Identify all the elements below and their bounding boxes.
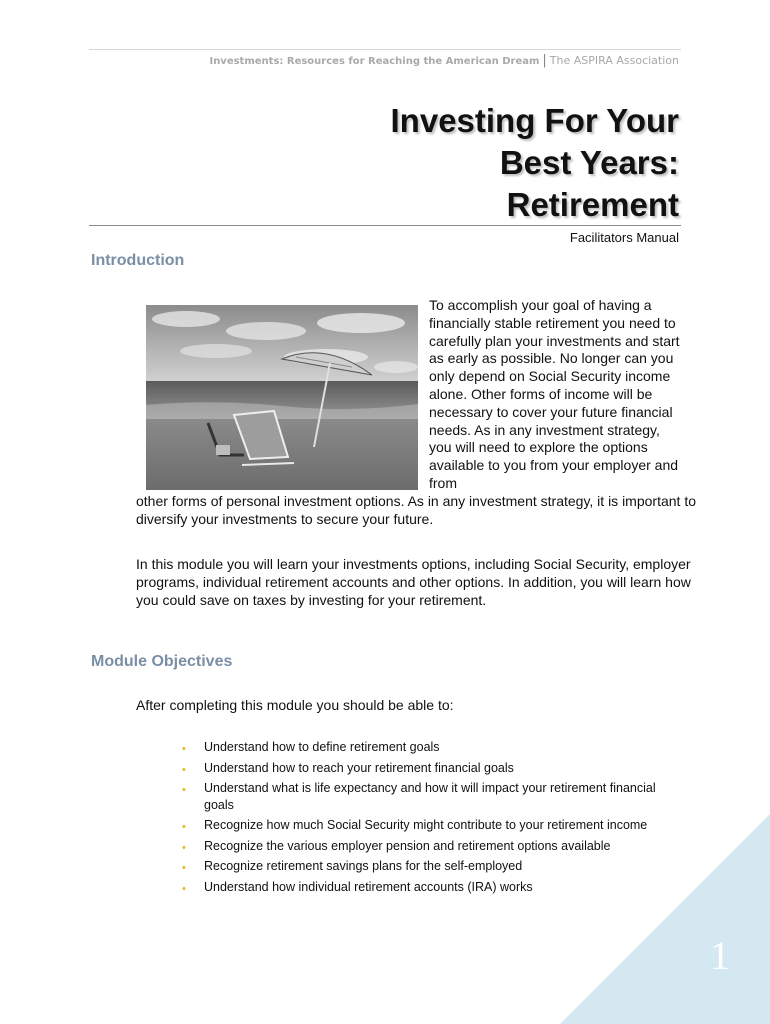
title-line-1: Investing For Your bbox=[390, 102, 679, 139]
objective-text: Recognize the various employer pension and retirement options available bbox=[204, 838, 611, 853]
objective-text: Understand how to define retirement goals bbox=[204, 740, 440, 754]
title-line-3: Retirement bbox=[506, 186, 679, 223]
title-rule bbox=[89, 225, 681, 226]
page-corner-triangle bbox=[560, 814, 770, 1024]
objective-text: Recognize retirement savings plans for the self-employed bbox=[204, 859, 523, 873]
page-number: 1 bbox=[710, 933, 730, 978]
header-org: The ASPIRA Association bbox=[549, 54, 679, 67]
subtitle: Facilitators Manual bbox=[569, 230, 679, 245]
bullet-icon: • bbox=[182, 743, 186, 755]
objectives-heading: Module Objectives bbox=[91, 653, 233, 670]
page-title bbox=[391, 100, 679, 226]
beach-photo bbox=[146, 305, 418, 490]
bullet-icon: • bbox=[182, 784, 186, 796]
intro-paragraph-2: In this module you will learn your investments options, including Social Security, employer programs, individual retirement accounts and other options. In addition, you will learn how you could save on taxes by investing for your retirement. bbox=[136, 556, 691, 608]
bullet-icon: • bbox=[182, 821, 186, 833]
header-separator: | bbox=[542, 53, 547, 68]
intro-paragraph-continued: other forms of personal investment options. As in any investment strategy, it is important to diversify your investments to secure your future. bbox=[136, 493, 696, 527]
list-item bbox=[182, 760, 662, 777]
running-header bbox=[209, 53, 679, 68]
introduction-heading: Introduction bbox=[91, 252, 185, 269]
list-item bbox=[182, 780, 662, 813]
header-rule bbox=[89, 49, 681, 50]
list-item bbox=[182, 739, 662, 756]
objective-text: Recognize how much Social Security might contribute to your retirement income bbox=[204, 818, 648, 832]
title-line-2: Best Years: bbox=[499, 144, 679, 181]
objective-text: Understand how to reach your retirement financial goals bbox=[204, 760, 514, 775]
header-title: Investments: Resources for Reaching the American Dream bbox=[209, 56, 540, 67]
objectives-intro: After completing this module you should be able to: bbox=[136, 697, 454, 713]
beach-chairs-umbrella-photo-icon bbox=[146, 305, 418, 490]
objective-text: Understand what is life expectancy and how it will impact your retirement financial goals bbox=[204, 781, 656, 812]
intro-paragraph-wrap: To accomplish your goal of having a financially stable retirement you need to carefully plan your investments and start as early as possible. No longer can you only depend on Social Security income alone. Other forms of income will be necessary to cover your future financial needs. As in any investment strategy, you will need to explore the options available to you from your employer and from bbox=[429, 297, 680, 491]
objective-text: Understand how individual retirement accounts (IRA) works bbox=[204, 879, 533, 894]
bullet-icon: • bbox=[182, 862, 186, 874]
bullet-icon: • bbox=[182, 882, 186, 895]
bullet-icon: • bbox=[182, 763, 186, 776]
bullet-icon: • bbox=[182, 841, 186, 854]
